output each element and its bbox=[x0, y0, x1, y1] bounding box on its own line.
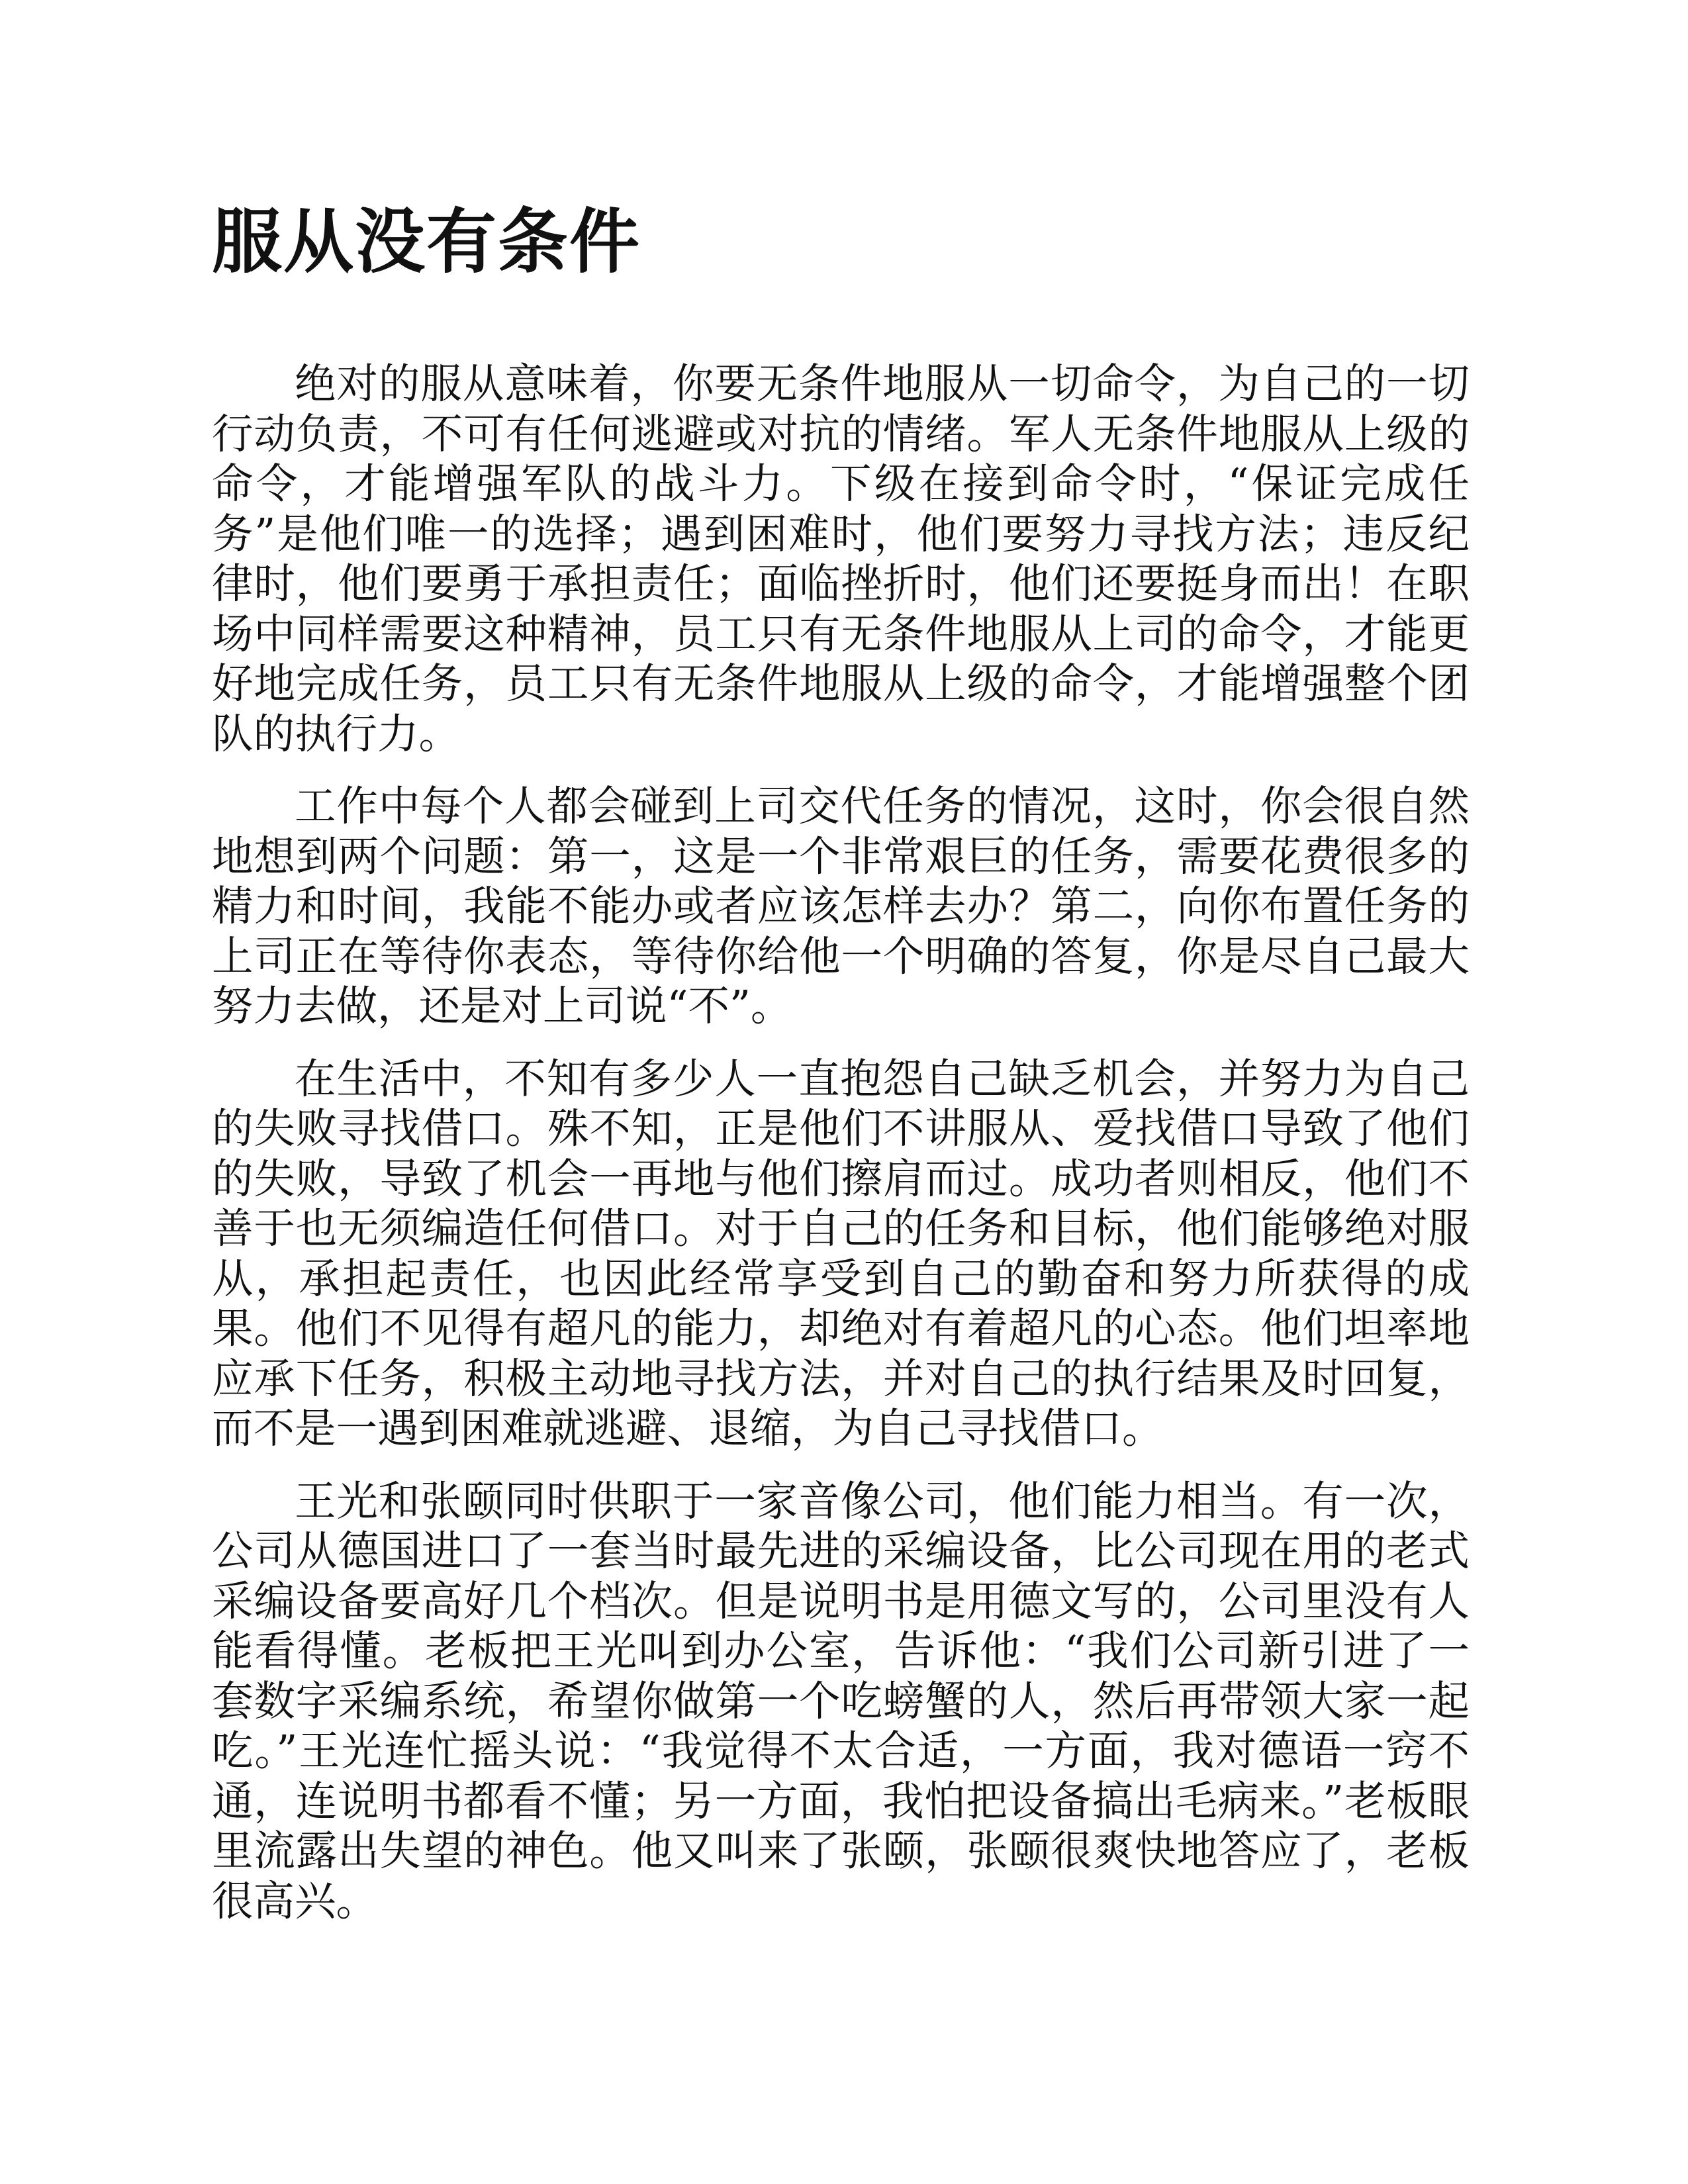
paragraph-2: 工作中每个人都会碰到上司交代任务的情况，这时，你会很自然地想到两个问题：第一，这是一个非常艰巨的任务，需要花费很多的精力和时间，我能不能办或者应该怎样去办？第二，向你布置任务的上司正在等待你表态，等待你给他一个明确的答复，你是尽自己最大努力去做，还是对上司说“不”。 bbox=[212, 782, 1470, 1030]
document-page bbox=[212, 199, 1470, 1948]
paragraph-3: 在生活中，不知有多少人一直抱怨自己缺乏机会，并努力为自己的失败寻找借口。殊不知，正是他们不讲服从、爱找借口导致了他们的失败，导致了机会一再地与他们擦肩而过。成功者则相反，他们不善于也无须编造任何借口。对于自己的任务和目标，他们能够绝对服从，承担起责任，也因此经常享受到自己的勤奋和努力所获得的成果。他们不见得有超凡的能力，却绝对有着超凡的心态。他们坦率地应承下任务，积极主动地寻找方法，并对自己的执行结果及时回复，而不是一遇到困难就逃避、退缩，为自己寻找借口。 bbox=[212, 1054, 1470, 1452]
page-title: 服从没有条件 bbox=[212, 200, 641, 283]
paragraph-1: 绝对的服从意味着，你要无条件地服从一切命令，为自己的一切行动负责，不可有任何逃避或对抗的情绪。军人无条件地服从上级的命令，才能增强军队的战斗力。下级在接到命令时，“保证完成任务”是他们唯一的选择；遇到困难时，他们要努力寻找方法；违反纪律时，他们要勇于承担责任；面临挫折时，他们还要挺身而出！在职场中同样需要这种精神，员工只有无条件地服从上司的命令，才能更好地完成任务，员工只有无条件地服从上级的命令，才能增强整个团队的执行力。 bbox=[212, 359, 1470, 758]
paragraph-4: 王光和张颐同时供职于一家音像公司，他们能力相当。有一次，公司从德国进口了一套当时最先进的采编设备，比公司现在用的老式采编设备要高好几个档次。但是说明书是用德文写的，公司里没有人能看得懂。老板把王光叫到办公室，告诉他：“我们公司新引进了一套数字采编系统，希望你做第一个吃螃蟹的人，然后再带领大家一起吃。”王光连忙摇头说：“我觉得不太合适，一方面，我对德语一窍不通，连说明书都看不懂；另一方面，我怕把设备搞出毛病来。”老板眼里流露出失望的神色。他又叫来了张颐，张颐很爽快地答应了，老板很高兴。 bbox=[212, 1476, 1470, 1925]
